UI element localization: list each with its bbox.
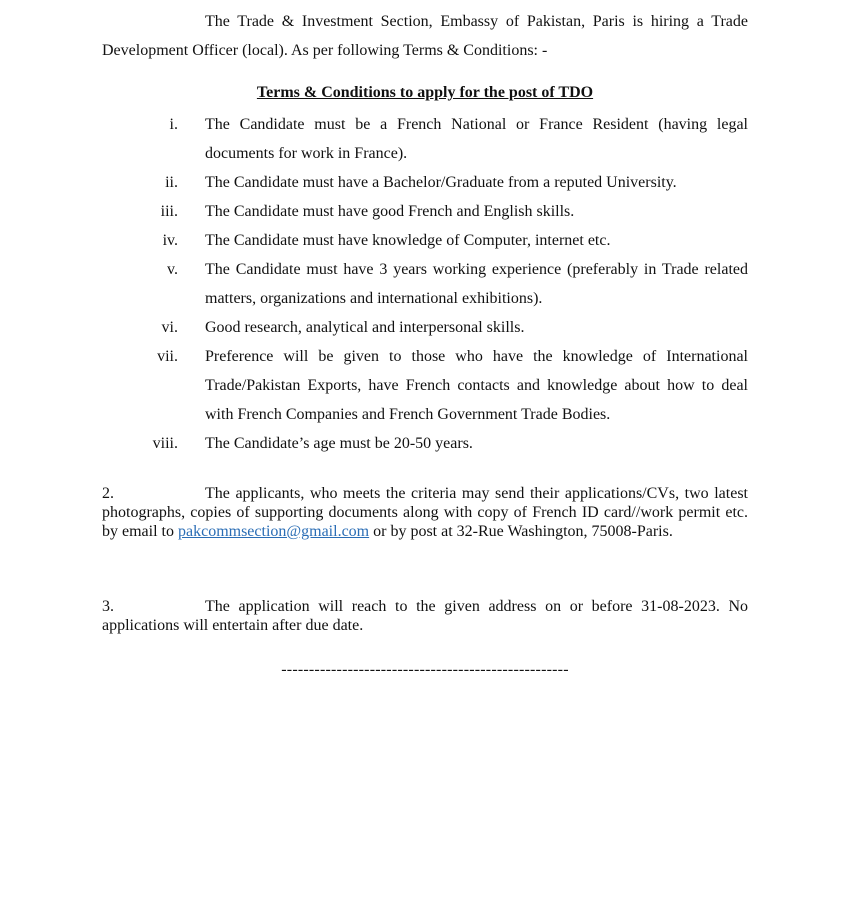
condition-text: Good research, analytical and interpersonal skills. [205, 319, 525, 336]
paragraph-text-after: or by post at 32-Rue Washington, 75008-Paris. [369, 523, 673, 540]
condition-item [102, 110, 748, 168]
condition-text: The Candidate must have 3 years working experience (preferably in Trade related matters, organizations and international exhibitions). [205, 261, 748, 307]
condition-text: Preference will be given to those who have the knowledge of International Trade/Pakistan Exports, have French contacts and knowledge about how to deal with French Companies and French Government Trade Bodies. [205, 348, 748, 423]
condition-item [102, 226, 748, 255]
condition-text: The Candidate must have a Bachelor/Graduate from a reputed University. [205, 174, 677, 191]
condition-number: v. [167, 261, 178, 278]
condition-item [102, 429, 748, 458]
condition-item [102, 197, 748, 226]
condition-item [102, 255, 748, 313]
condition-text: The Candidate’s age must be 20-50 years. [205, 435, 473, 452]
deadline-paragraph [102, 597, 748, 635]
condition-number: iv. [162, 232, 178, 249]
condition-number: iii. [160, 203, 178, 220]
condition-item [102, 168, 748, 197]
condition-text: The Candidate must be a French National or France Resident (having legal documents for work in France). [205, 116, 748, 162]
email-link[interactable]: pakcommsection@gmail.com [177, 523, 370, 540]
application-instructions-paragraph [102, 484, 748, 541]
condition-number: i. [169, 116, 178, 133]
paragraph-text: The application will reach to the given address on or before 31-08-2023. No applications will entertain after due date. [102, 598, 748, 634]
condition-number: vi. [161, 319, 178, 336]
condition-text: The Candidate must have knowledge of Computer, internet etc. [205, 232, 611, 249]
paragraph-number: 3. [102, 598, 114, 615]
condition-item [102, 342, 748, 429]
condition-number: vii. [157, 348, 178, 365]
paragraph-text: The applicants, who meets the criteria may send their applications/CVs, two latest photographs, copies of supporting documents along with copy of French ID card//work permit etc. by email to [102, 485, 748, 540]
terms-heading: Terms & Conditions to apply for the post of TDO [256, 84, 594, 101]
intro-paragraph: The Trade & Investment Section, Embassy of Pakistan, Paris is hiring a Trade Development Officer (local). As per following Terms & Conditions: - [102, 13, 748, 59]
condition-number: viii. [152, 435, 178, 452]
condition-item [102, 313, 748, 342]
condition-text: The Candidate must have good French and English skills. [205, 203, 575, 220]
conditions-list [102, 110, 748, 458]
end-divider: ---------------------------------------------------- [281, 661, 569, 678]
condition-number: ii. [165, 174, 178, 191]
paragraph-number: 2. [102, 485, 114, 502]
